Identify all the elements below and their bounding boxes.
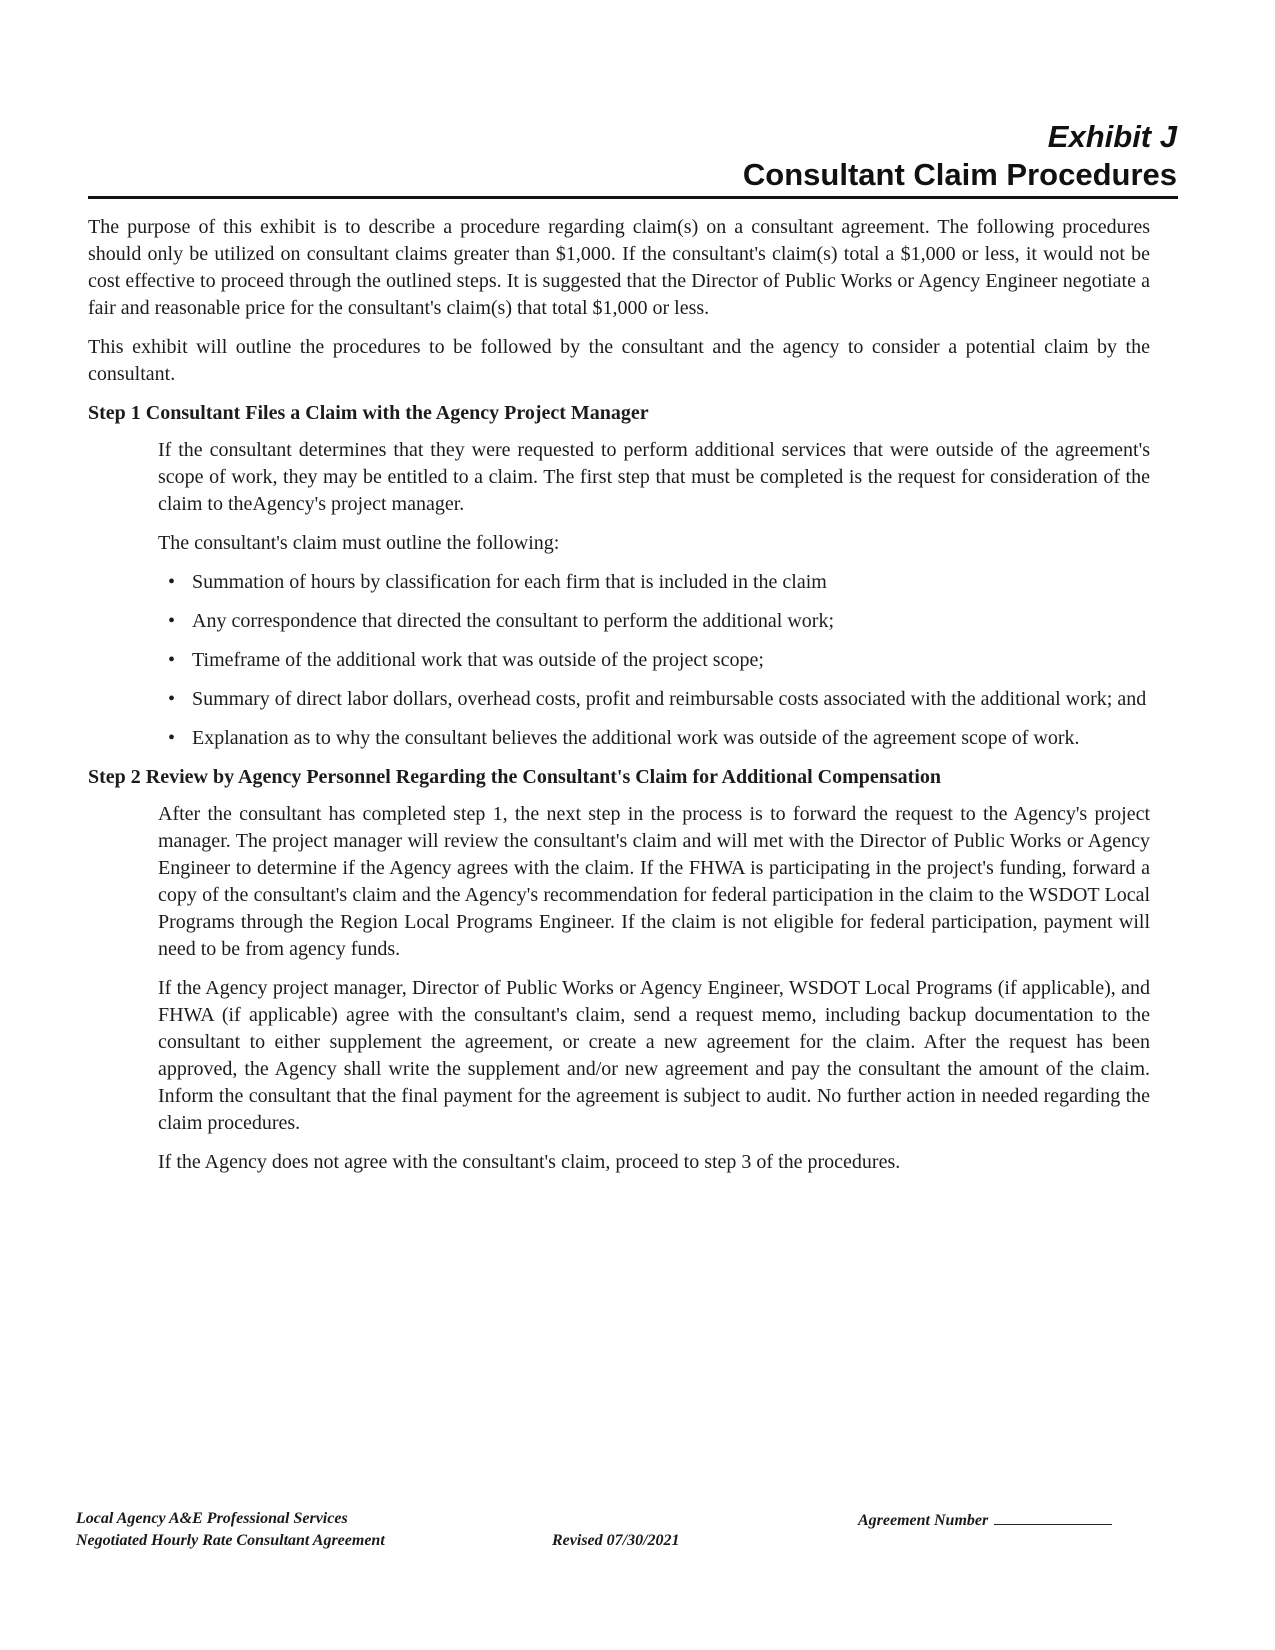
- agreement-number-blank: [994, 1508, 1112, 1525]
- list-item: [158, 725, 1150, 752]
- intro-paragraph-1: The purpose of this exhibit is to describe a procedure regarding claim(s) on a consultant agreement. The following procedures should only be utilized on consultant claims greater than $1,000. If the consultant's claim(s) total a $1,000 or less, it would not be cost effective to proceed through the outlined steps. It is suggested that the Director of Public Works or Agency Engineer negotiate a fair and reasonable price for the consultant's claim(s) that total $1,000 or less.: [88, 216, 1150, 319]
- footer-agreement-number: [858, 1508, 1112, 1532]
- list-item: [158, 569, 1150, 596]
- step-1-paragraph-2: The consultant's claim must outline the following:: [158, 532, 560, 554]
- document-body: [88, 214, 1150, 1188]
- step-2-paragraph-1: After the consultant has completed step 1, the next step in the process is to forward the request to the Agency's project manager. The project manager will review the consultant's claim and will met with the Director of Public Works or Agency Engineer to determine if the Agency agrees with the claim. If the FHWA is participating in the project's funding, forward a copy of the consultant's claim and the Agency's recommendation for federal participation in the claim to the WSDOT Local Programs through the Region Local Programs Engineer. If the claim is not eligible for federal participation, payment will need to be from agency funds.: [158, 803, 1150, 960]
- list-item-text: Any correspondence that directed the consultant to perform the additional work;: [192, 610, 835, 632]
- step-2-heading: Step 2 Review by Agency Personnel Regarding the Consultant's Claim for Additional Compensation: [88, 766, 942, 788]
- list-item-text: Timeframe of the additional work that was outside of the project scope;: [192, 649, 764, 671]
- header-rule: [88, 196, 1178, 199]
- list-item-text: Summation of hours by classification for each firm that is included in the claim: [192, 571, 827, 593]
- claim-requirements-list: [158, 569, 1150, 752]
- bullet-icon: •: [168, 688, 176, 710]
- bullet-icon: •: [168, 649, 176, 671]
- page-header: [743, 118, 1177, 194]
- list-item-text: Explanation as to why the consultant believes the additional work was outside of the agreement scope of work.: [192, 727, 1080, 749]
- step-2-paragraph-3: If the Agency does not agree with the consultant's claim, proceed to step 3 of the procedures.: [158, 1151, 901, 1173]
- bullet-icon: •: [168, 571, 176, 593]
- page-title: Consultant Claim Procedures: [742, 157, 1177, 192]
- footer-line-1: Local Agency A&E Professional Services: [76, 1510, 348, 1527]
- intro-paragraph-2: This exhibit will outline the procedures to be followed by the consultant and the agency to consider a potential claim by the consultant.: [88, 336, 1150, 385]
- list-item: [158, 686, 1150, 713]
- list-item-text: Summary of direct labor dollars, overhead costs, profit and reimbursable costs associated with the additional work; and: [192, 688, 1147, 710]
- list-item: [158, 647, 1150, 674]
- list-item: [158, 608, 1150, 635]
- bullet-icon: •: [168, 610, 176, 632]
- step-1-paragraph-1: If the consultant determines that they were requested to perform additional services that were outside of the agreement's scope of work, they may be entitled to a claim. The first step that must be completed is the request for consideration of the claim to theAgency's project manager.: [158, 439, 1150, 515]
- agreement-number-label: Agreement Number: [858, 1512, 989, 1529]
- footer-agreement-type: [76, 1508, 385, 1552]
- footer-revised-date: Revised 07/30/2021: [552, 1532, 680, 1549]
- step-2-paragraph-2: If the Agency project manager, Director of Public Works or Agency Engineer, WSDOT Local Programs (if applicable), and FHWA (if applicable) agree with the consultant's claim, send a request memo, including backup documentation to the consultant to either supplement the agreement, or create a new agreement for the claim. After the request has been approved, the Agency shall write the supplement and/or new agreement and pay the consultant the amount of the claim. Inform the consultant that the final payment for the agreement is subject to audit. No further action in needed regarding the claim procedures.: [158, 977, 1150, 1134]
- exhibit-label: Exhibit J: [1047, 119, 1177, 154]
- step-1-heading: Step 1 Consultant Files a Claim with the Agency Project Manager: [88, 402, 649, 424]
- bullet-icon: •: [168, 727, 176, 749]
- footer-line-2: Negotiated Hourly Rate Consultant Agreement: [76, 1532, 385, 1549]
